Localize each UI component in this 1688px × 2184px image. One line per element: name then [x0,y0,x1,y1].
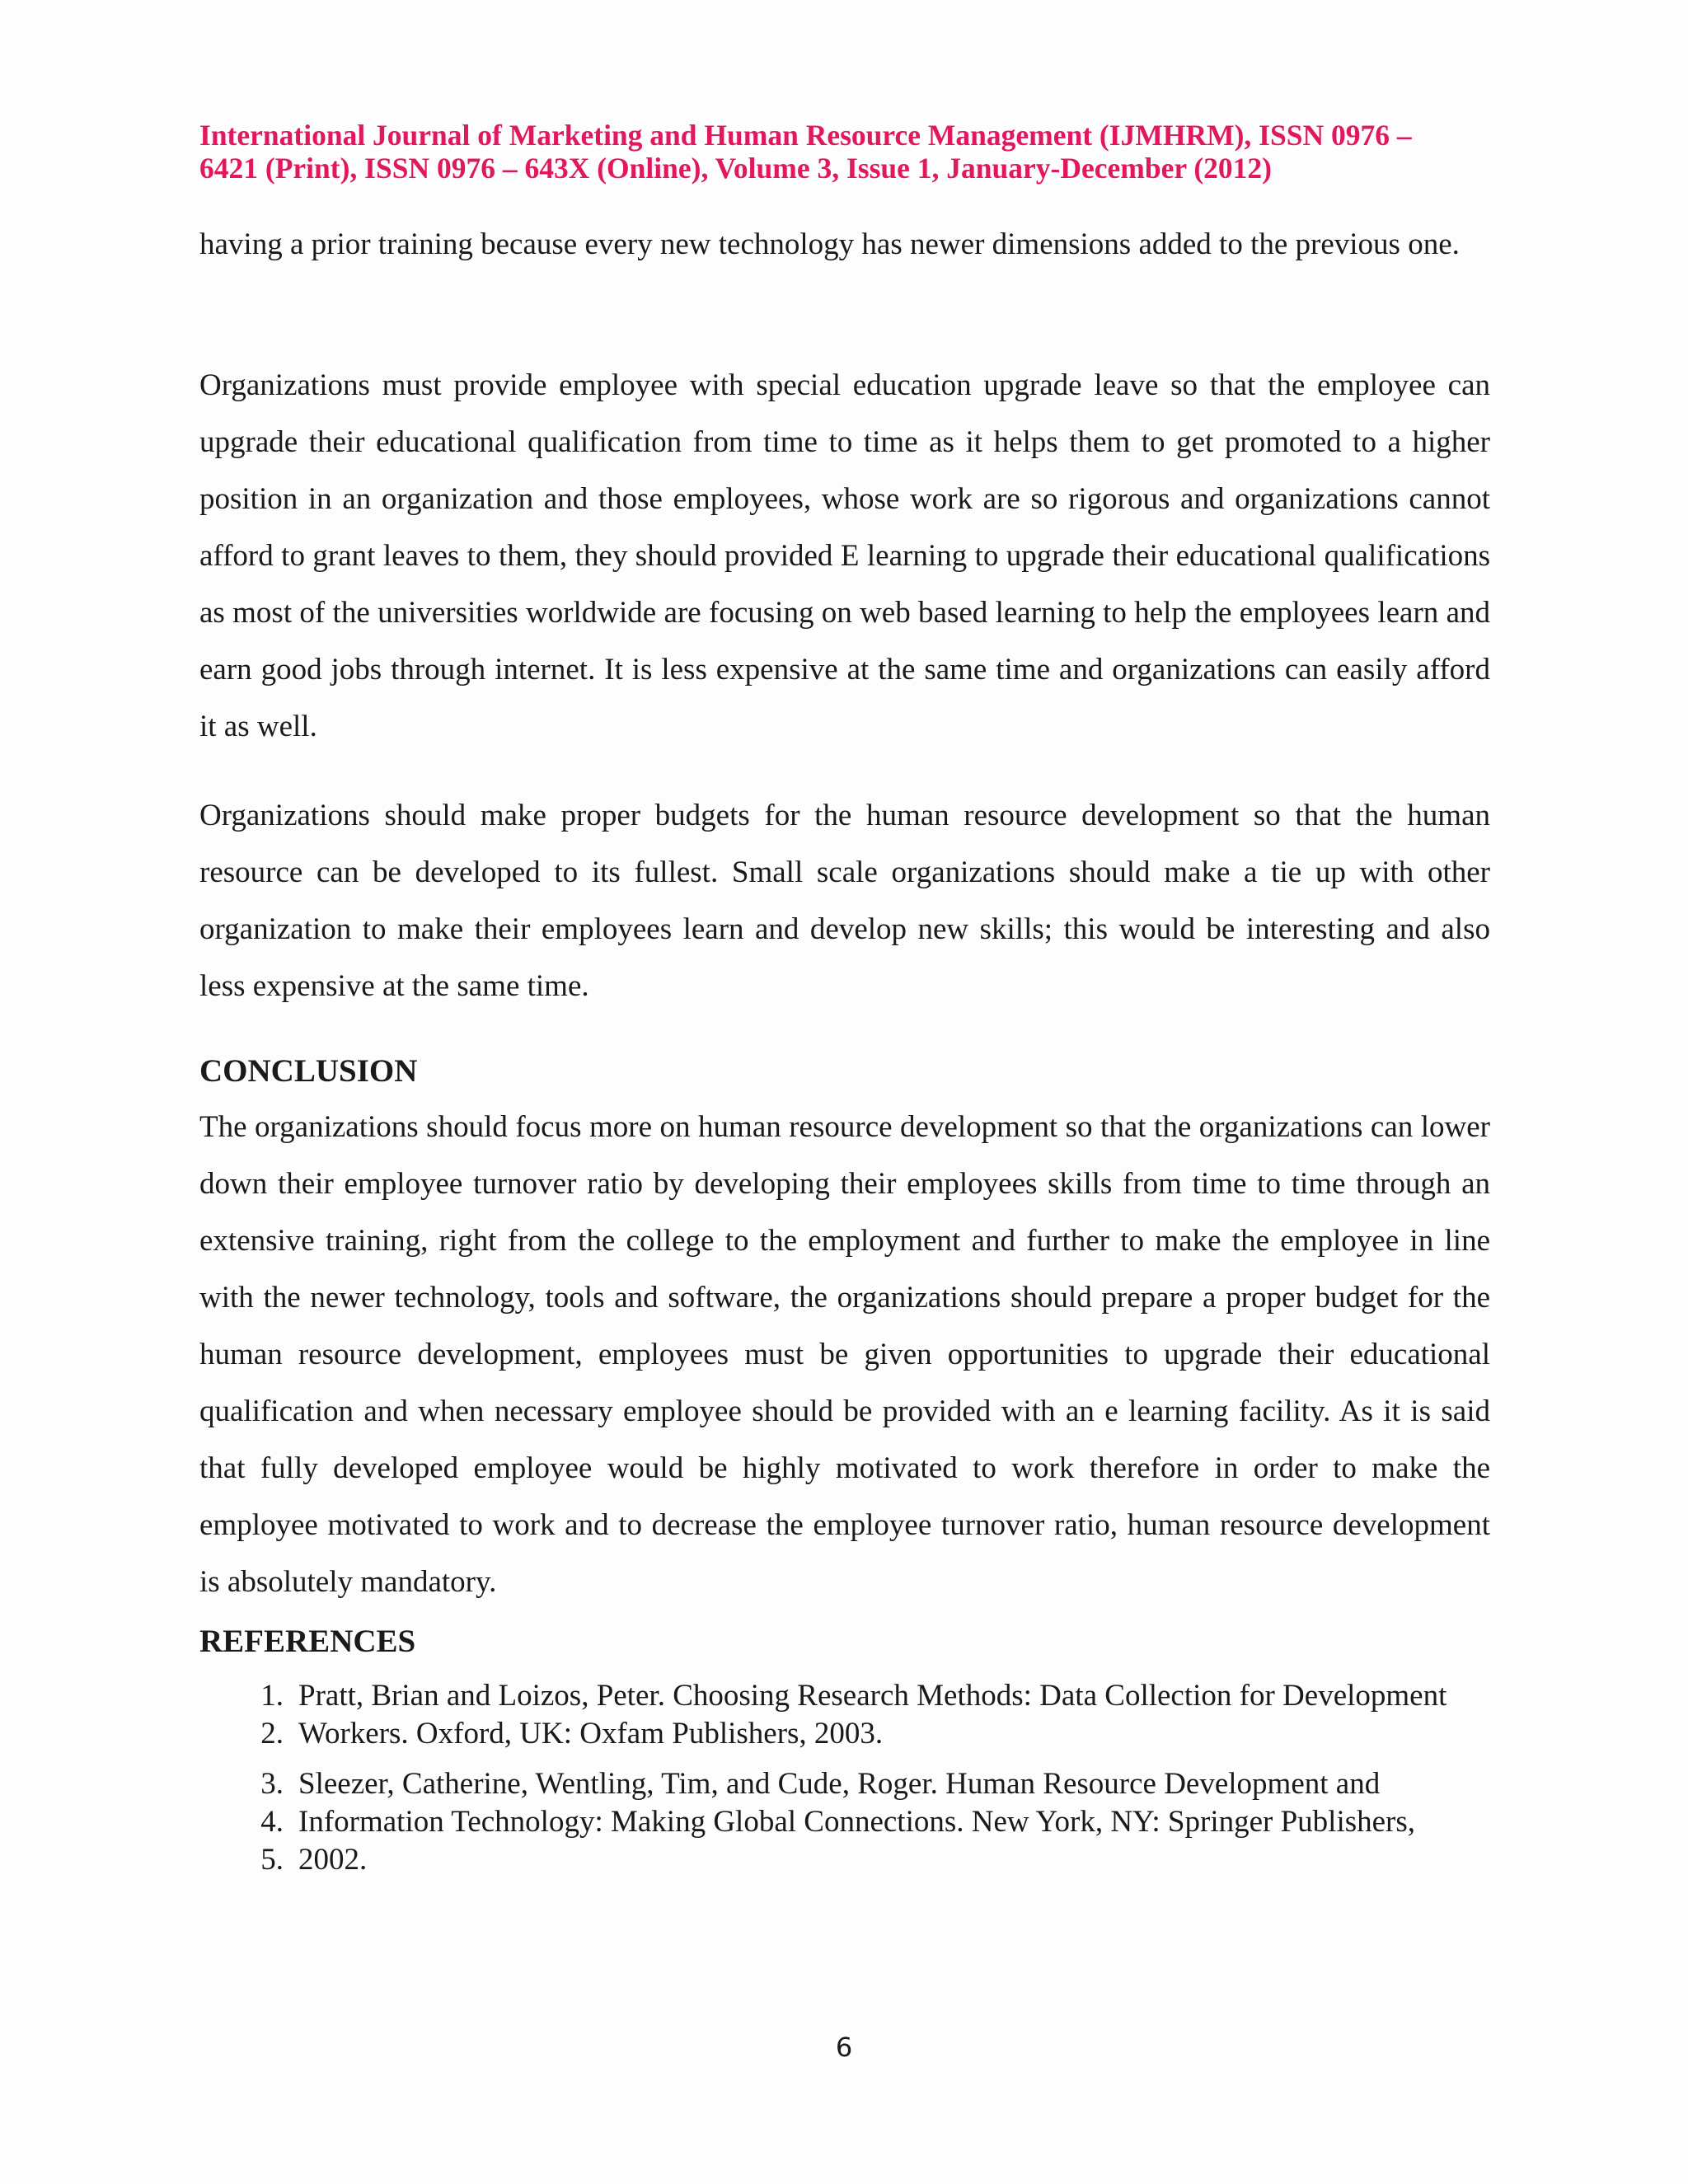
journal-header-line-2: 6421 (Print), ISSN 0976 – 643X (Online), Volume 3, Issue 1, January-December (2012) [199,152,1272,185]
journal-header [199,119,1490,185]
reference-number: 2. [260,1717,284,1750]
page-number: 6 [835,2032,853,2063]
reference-text: 2002. [298,1843,368,1877]
conclusion-text: The organizations should focus more on human resource development so that the organizations can lower down their employee turnover ratio by developing their employees skills from time to time through an extensive training, right from the college to the employment and further to make the employee in line with the newer technology, tools and software, the organizations should prepare a proper budget for the human resource development, employees must be given opportunities to upgrade their educational qualification and when necessary employee should be provided with an e learning facility. As it is said that fully developed employee would be highly motivated to work therefore in order to make the employee motivated to work and to decrease the employee turnover ratio, human resource development is absolutely mandatory. [199,1110,1490,1599]
reference-number: 4. [260,1805,284,1839]
reference-item [199,1841,1490,1879]
reference-number: 1. [260,1679,284,1713]
reference-item [199,1677,1490,1715]
journal-header-line-1: International Journal of Marketing and Human Resource Management (IJMHRM), ISSN 0976 – [199,119,1412,152]
reference-item [199,1715,1490,1753]
reference-item [199,1803,1490,1841]
paragraph-education-leave: Organizations must provide employee with special education upgrade leave so that the employee can upgrade their educational qualification from time to time as it helps them to get promoted to a higher position in an organization and those employees, whose work are so rigorous and organizations cannot afford to grant leaves to them, they should provided E learning to upgrade their educational qualifications as most of the universities worldwide are focusing on web based learning to help the employees learn and earn good jobs through internet. It is less expensive at the same time and organizations can easily afford it as well. [199,368,1490,743]
references-heading: REFERENCES [199,1624,416,1659]
paragraph-budgets: Organizations should make proper budgets for the human resource development so that the human resource can be developed to its fullest. Small scale organizations should make a tie up with other organization to make their employees learn and develop new skills; this would be interesting and also less expensive at the same time. [199,799,1490,1003]
conclusion-heading: CONCLUSION [199,1053,418,1089]
reference-text: Information Technology: Making Global Connections. New York, NY: Springer Publishers, [298,1805,1416,1839]
reference-item [199,1765,1490,1803]
reference-text: Sleezer, Catherine, Wentling, Tim, and Cude, Roger. Human Resource Development and [298,1767,1381,1801]
paragraph-continuation: having a prior training because every new technology has newer dimensions added to the previous one. [199,227,1460,261]
reference-text: Workers. Oxford, UK: Oxfam Publishers, 2003. [298,1717,884,1750]
reference-number: 3. [260,1767,284,1801]
references-list [199,1677,1490,1879]
reference-number: 5. [260,1843,284,1877]
reference-text: Pratt, Brian and Loizos, Peter. Choosing Research Methods: Data Collection for Development [298,1679,1447,1713]
